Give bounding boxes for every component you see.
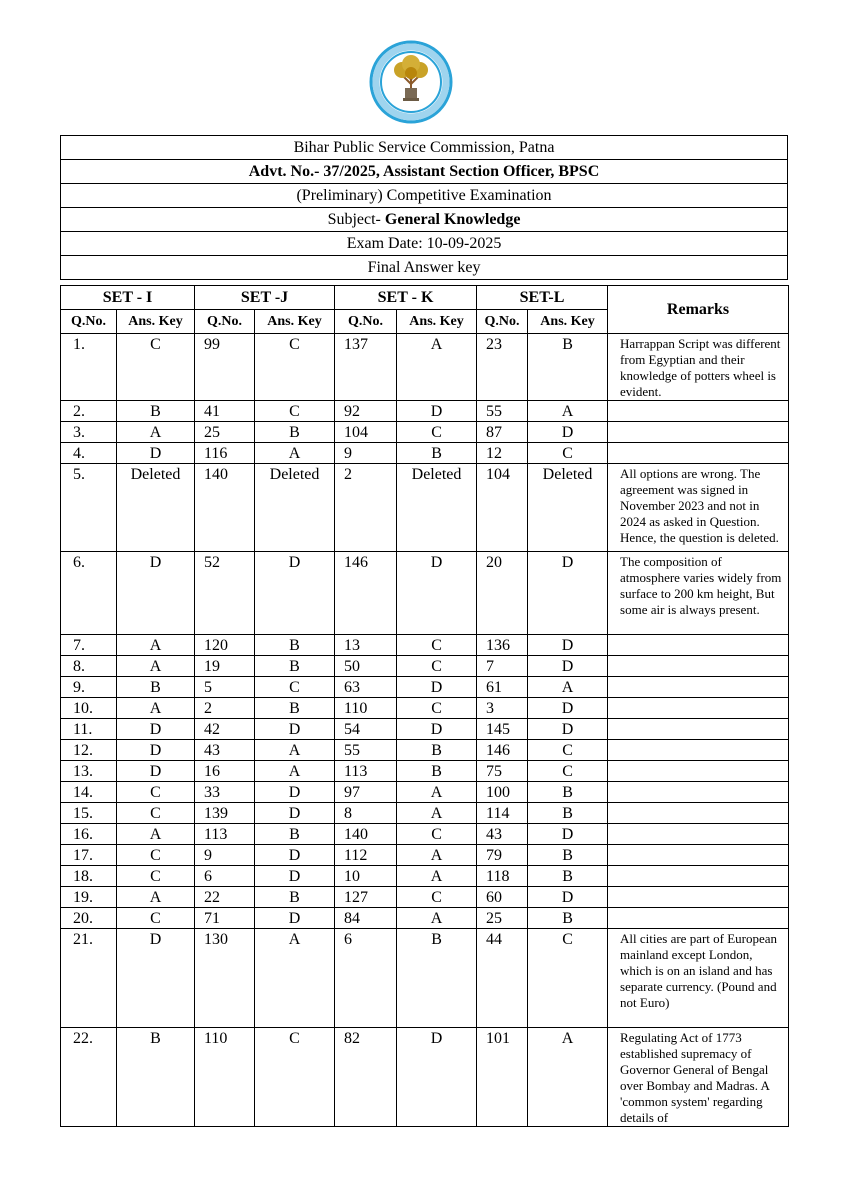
header-advertisement: Advt. No.- 37/2025, Assistant Section Officer, BPSC [61,160,788,184]
set-k-qno: 92 [335,401,397,422]
table-row [61,443,789,464]
remarks-cell [608,719,789,740]
set-k-qno: 8 [335,803,397,824]
remarks-cell [608,422,789,443]
set-k-answer: D [397,1028,477,1127]
set-j-answer: B [255,635,335,656]
qno-header: Q.No. [335,310,397,334]
set-j-answer: C [255,1028,335,1127]
set-k-qno: 104 [335,422,397,443]
set-l-qno: 104 [477,464,528,552]
set-i-answer: D [117,719,195,740]
set-j-qno: 5 [195,677,255,698]
table-row [61,656,789,677]
set-k-answer: A [397,782,477,803]
q-no: 13. [61,761,117,782]
answer-key-body [61,334,789,1127]
header-commission: Bihar Public Service Commission, Patna [61,136,788,160]
set-l-qno: 23 [477,334,528,401]
set-l-qno: 101 [477,1028,528,1127]
set-i-header: SET - I [61,286,195,310]
set-l-answer: B [528,803,608,824]
set-l-qno: 7 [477,656,528,677]
anskey-header: Ans. Key [117,310,195,334]
remarks-text: The composition of atmosphere varies widely from surface to 200 km height, But some air is always present. [620,554,782,617]
remarks-text: Regulating Act of 1773 established supremacy of Governor General of Bengal over Bombay and Madras. A 'common system' regarding details of [620,1030,770,1125]
set-l-answer: D [528,824,608,845]
q-no: 2. [61,401,117,422]
remarks-cell [608,677,789,698]
set-k-qno: 9 [335,443,397,464]
set-l-answer: Deleted [528,464,608,552]
q-no: 7. [61,635,117,656]
q-no: 14. [61,782,117,803]
set-j-answer: D [255,552,335,635]
set-k-qno: 110 [335,698,397,719]
table-row [61,635,789,656]
set-j-answer: B [255,698,335,719]
set-l-qno: 75 [477,761,528,782]
set-l-answer: B [528,334,608,401]
qno-header: Q.No. [195,310,255,334]
anskey-header: Ans. Key [528,310,608,334]
set-l-answer: A [528,1028,608,1127]
set-l-answer: D [528,656,608,677]
anskey-header: Ans. Key [397,310,477,334]
q-no: 1. [61,334,117,401]
set-k-answer: B [397,443,477,464]
set-k-answer: B [397,929,477,1028]
set-j-answer: C [255,334,335,401]
set-l-answer: C [528,740,608,761]
set-k-qno: 140 [335,824,397,845]
table-row [61,929,789,1028]
remarks-cell [608,845,789,866]
remarks-cell [608,334,789,401]
table-row [61,824,789,845]
set-k-qno: 10 [335,866,397,887]
set-k-answer: C [397,887,477,908]
qno-header: Q.No. [477,310,528,334]
set-i-answer: B [117,401,195,422]
set-l-answer: A [528,401,608,422]
set-j-answer: B [255,422,335,443]
q-no: 22. [61,1028,117,1127]
set-i-answer: D [117,761,195,782]
set-j-answer: A [255,443,335,464]
set-l-qno: 20 [477,552,528,635]
set-j-answer: A [255,740,335,761]
set-j-answer: D [255,866,335,887]
set-k-answer: B [397,761,477,782]
set-k-qno: 82 [335,1028,397,1127]
set-j-answer: Deleted [255,464,335,552]
set-j-answer: A [255,929,335,1028]
q-no: 12. [61,740,117,761]
set-l-qno: 12 [477,443,528,464]
set-j-qno: 9 [195,845,255,866]
set-l-qno: 118 [477,866,528,887]
set-j-qno: 139 [195,803,255,824]
set-i-answer: C [117,908,195,929]
set-l-qno: 3 [477,698,528,719]
set-k-qno: 113 [335,761,397,782]
set-j-qno: 42 [195,719,255,740]
set-k-answer: Deleted [397,464,477,552]
set-i-answer: A [117,422,195,443]
table-row [61,761,789,782]
set-l-answer: C [528,443,608,464]
set-l-qno: 61 [477,677,528,698]
q-no: 19. [61,887,117,908]
set-k-answer: A [397,845,477,866]
set-l-answer: C [528,761,608,782]
set-k-qno: 63 [335,677,397,698]
set-l-answer: A [528,677,608,698]
subject-prefix: Subject- [327,211,385,228]
set-l-qno: 25 [477,908,528,929]
set-k-qno: 54 [335,719,397,740]
set-l-answer: B [528,845,608,866]
set-l-answer: B [528,866,608,887]
set-j-answer: C [255,677,335,698]
set-i-answer: D [117,443,195,464]
subject-name: General Knowledge [384,211,521,228]
set-l-qno: 146 [477,740,528,761]
set-k-answer: C [397,824,477,845]
set-k-qno: 84 [335,908,397,929]
remarks-cell [608,866,789,887]
remarks-cell [608,401,789,422]
set-j-answer: B [255,824,335,845]
table-row [61,866,789,887]
set-j-qno: 25 [195,422,255,443]
set-i-answer: D [117,929,195,1028]
set-j-answer: D [255,782,335,803]
set-k-answer: A [397,908,477,929]
set-j-qno: 99 [195,334,255,401]
set-k-answer: D [397,401,477,422]
q-no: 17. [61,845,117,866]
q-no: 11. [61,719,117,740]
set-k-answer: D [397,677,477,698]
set-i-answer: A [117,698,195,719]
table-row [61,677,789,698]
q-no: 9. [61,677,117,698]
anskey-header: Ans. Key [255,310,335,334]
set-l-answer: C [528,929,608,1028]
remarks-cell [608,656,789,677]
set-j-qno: 33 [195,782,255,803]
q-no: 20. [61,908,117,929]
set-k-answer: A [397,334,477,401]
remarks-cell [608,1028,789,1127]
table-row [61,552,789,635]
set-l-qno: 136 [477,635,528,656]
emblem-icon [369,40,453,124]
set-j-qno: 110 [195,1028,255,1127]
set-i-answer: Deleted [117,464,195,552]
bpsc-emblem-logo [369,40,453,124]
set-j-qno: 116 [195,443,255,464]
table-row [61,698,789,719]
remarks-cell [608,761,789,782]
set-k-qno: 50 [335,656,397,677]
set-k-qno: 13 [335,635,397,656]
set-j-qno: 2 [195,698,255,719]
q-no: 21. [61,929,117,1028]
q-no: 6. [61,552,117,635]
set-k-answer: C [397,656,477,677]
table-row [61,401,789,422]
remarks-cell [608,635,789,656]
set-i-answer: A [117,656,195,677]
set-k-answer: D [397,719,477,740]
q-no: 10. [61,698,117,719]
set-i-answer: A [117,635,195,656]
set-k-answer: C [397,635,477,656]
remarks-cell [608,740,789,761]
set-l-answer: D [528,719,608,740]
table-row [61,719,789,740]
set-i-answer: C [117,334,195,401]
set-j-answer: D [255,908,335,929]
set-j-qno: 130 [195,929,255,1028]
set-i-answer: B [117,1028,195,1127]
set-k-qno: 6 [335,929,397,1028]
set-k-qno: 55 [335,740,397,761]
set-l-answer: D [528,635,608,656]
remarks-cell [608,443,789,464]
table-row [61,740,789,761]
set-j-qno: 6 [195,866,255,887]
remarks-cell [608,464,789,552]
table-row [61,908,789,929]
q-no: 18. [61,866,117,887]
set-j-qno: 113 [195,824,255,845]
q-no: 16. [61,824,117,845]
remarks-cell [608,908,789,929]
set-j-qno: 71 [195,908,255,929]
set-k-qno: 146 [335,552,397,635]
remarks-cell [608,929,789,1028]
table-row [61,464,789,552]
qno-header: Q.No. [61,310,117,334]
set-j-qno: 16 [195,761,255,782]
set-i-answer: A [117,824,195,845]
table-row [61,803,789,824]
set-j-qno: 22 [195,887,255,908]
set-j-qno: 140 [195,464,255,552]
header-answer-key-title: Final Answer key [61,256,788,280]
table-row [61,1028,789,1127]
set-j-qno: 41 [195,401,255,422]
set-l-answer: D [528,698,608,719]
set-l-qno: 44 [477,929,528,1028]
set-j-answer: B [255,656,335,677]
answer-key-table [60,285,789,1127]
set-j-answer: D [255,803,335,824]
q-no: 3. [61,422,117,443]
set-k-qno: 97 [335,782,397,803]
set-j-answer: C [255,401,335,422]
set-j-qno: 19 [195,656,255,677]
set-l-qno: 145 [477,719,528,740]
set-l-header: SET-L [477,286,608,310]
table-row [61,782,789,803]
set-l-qno: 55 [477,401,528,422]
set-l-answer: D [528,887,608,908]
q-no: 15. [61,803,117,824]
set-l-qno: 43 [477,824,528,845]
q-no: 5. [61,464,117,552]
remarks-cell [608,887,789,908]
set-i-answer: C [117,845,195,866]
set-j-qno: 52 [195,552,255,635]
set-i-answer: A [117,887,195,908]
remarks-cell [608,782,789,803]
remarks-cell [608,698,789,719]
remarks-text: Harrappan Script was different from Egyptian and their knowledge of potters wheel is evident. [620,336,781,399]
set-l-qno: 114 [477,803,528,824]
set-k-answer: A [397,866,477,887]
remarks-text: All options are wrong. The agreement was signed in November 2023 and not in 2024 as asked in Question. Hence, the question is deleted. [620,466,779,545]
set-k-answer: B [397,740,477,761]
set-k-qno: 112 [335,845,397,866]
set-k-qno: 2 [335,464,397,552]
set-i-answer: C [117,782,195,803]
remarks-cell [608,803,789,824]
set-l-answer: D [528,552,608,635]
set-k-answer: A [397,803,477,824]
table-row [61,334,789,401]
remarks-cell [608,552,789,635]
header-table [60,135,788,280]
header-exam-name: (Preliminary) Competitive Examination [61,184,788,208]
header-exam-date: Exam Date: 10-09-2025 [61,232,788,256]
q-no: 4. [61,443,117,464]
set-i-answer: C [117,866,195,887]
set-j-answer: D [255,845,335,866]
remarks-header: Remarks [608,286,789,334]
set-j-answer: D [255,719,335,740]
set-i-answer: D [117,552,195,635]
set-l-answer: B [528,908,608,929]
set-i-answer: B [117,677,195,698]
q-no: 8. [61,656,117,677]
set-l-answer: D [528,422,608,443]
set-l-qno: 79 [477,845,528,866]
set-k-answer: C [397,698,477,719]
set-j-qno: 43 [195,740,255,761]
table-row [61,887,789,908]
set-l-qno: 60 [477,887,528,908]
set-i-answer: C [117,803,195,824]
set-j-header: SET -J [195,286,335,310]
set-l-qno: 100 [477,782,528,803]
table-row [61,422,789,443]
set-l-qno: 87 [477,422,528,443]
remarks-cell [608,824,789,845]
remarks-text: All cities are part of European mainland except London, which is on an island and has separate currency. (Pound and not Euro) [620,931,778,1010]
set-l-answer: B [528,782,608,803]
set-k-header: SET - K [335,286,477,310]
set-k-qno: 137 [335,334,397,401]
set-k-qno: 127 [335,887,397,908]
set-k-answer: D [397,552,477,635]
header-subject [61,208,788,232]
set-j-answer: A [255,761,335,782]
table-row [61,845,789,866]
set-j-answer: B [255,887,335,908]
set-i-answer: D [117,740,195,761]
set-j-qno: 120 [195,635,255,656]
set-k-answer: C [397,422,477,443]
